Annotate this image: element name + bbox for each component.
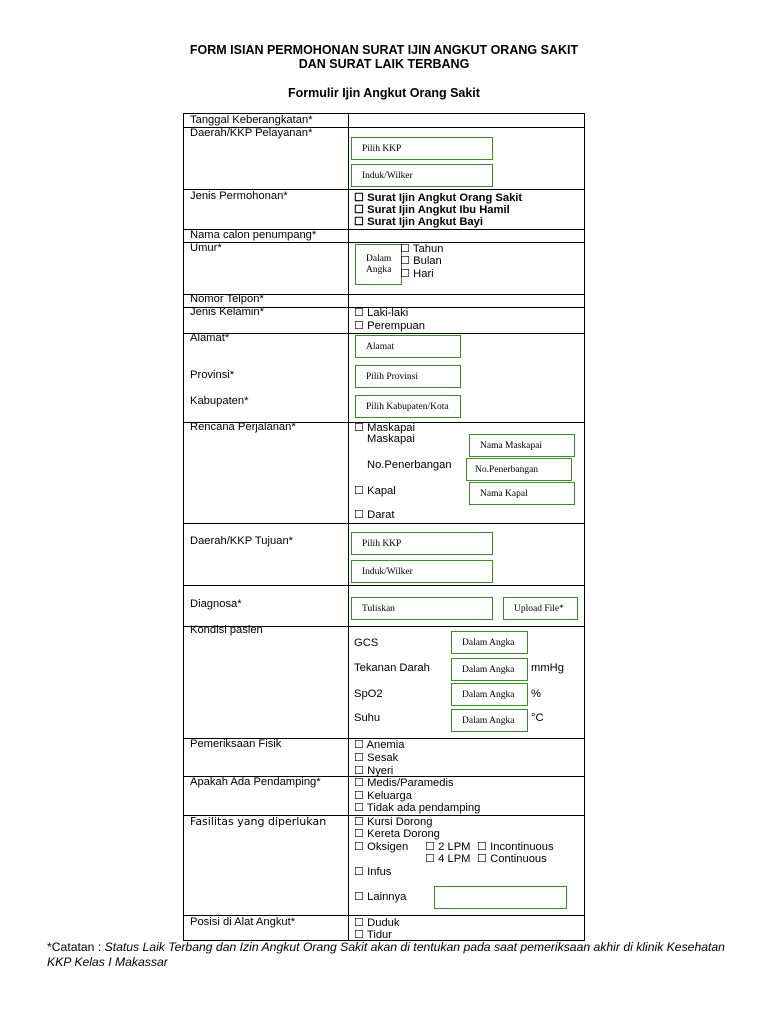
nama-maskapai-input[interactable]: Nama Maskapai — [469, 434, 575, 457]
checkbox-hari[interactable]: ☐ Hari — [400, 268, 434, 280]
label-maskapai: Maskapai — [367, 433, 415, 445]
unit-mmhg: mmHg — [531, 662, 564, 674]
row-divider — [184, 242, 584, 243]
umur-placeholder-line1: Dalam — [366, 253, 392, 264]
checkbox-kapal[interactable]: ☐ Kapal — [354, 485, 396, 497]
no-penerbangan-input[interactable]: No.Penerbangan — [466, 458, 572, 481]
checkbox-nyeri[interactable]: ☐ Nyeri — [354, 765, 394, 777]
label-provinsi: Provinsi* — [190, 369, 235, 381]
unit-percent: % — [531, 688, 541, 700]
footnote — [47, 940, 747, 970]
label-umur: Umur* — [190, 242, 222, 254]
label-tekanan-darah: Tekanan Darah — [354, 662, 430, 674]
diagnosa-input[interactable]: Tuliskan — [351, 597, 493, 620]
label-jenis-permohonan: Jenis Permohonan* — [190, 190, 288, 202]
label-nomor-telpon: Nomor Telpon* — [190, 293, 264, 305]
label-rencana: Rencana Perjalanan* — [190, 421, 296, 433]
checkbox-continuous[interactable]: ☐ Continuous — [477, 853, 547, 865]
pilih-kkp-select[interactable]: Pilih KKP — [351, 137, 493, 160]
label-diagnosa: Diagnosa* — [190, 598, 242, 610]
row-divider — [184, 585, 584, 586]
lainnya-input[interactable] — [434, 886, 567, 909]
label-jenis-kelamin: Jenis Kelamin* — [190, 306, 264, 318]
checkbox-anemia[interactable]: ☐ Anemia — [354, 739, 405, 751]
label-alamat: Alamat* — [190, 332, 230, 344]
umur-placeholder-line2: Angka — [366, 264, 392, 275]
checkbox-infus[interactable]: ☐ Infus — [354, 866, 392, 878]
checkbox-laki-laki[interactable]: ☐ Laki-laki — [354, 307, 409, 319]
alamat-input[interactable]: Alamat — [355, 335, 461, 358]
kabupaten-select[interactable]: Pilih Kabupaten/Kota — [355, 395, 461, 418]
checkbox-kursi-dorong[interactable]: ☐ Kursi Dorong — [354, 816, 433, 828]
label-no-penerbangan: No.Penerbangan — [367, 459, 452, 471]
footnote-prefix: *Catatan : — [47, 940, 105, 954]
checkbox-oksigen[interactable]: ☐ Oksigen — [354, 841, 409, 853]
unit-celsius: °C — [531, 712, 544, 724]
gcs-input[interactable]: Dalam Angka — [451, 631, 528, 654]
induk-wilker-select[interactable]: Induk/Wilker — [351, 164, 493, 187]
checkbox-medis[interactable]: ☐ Medis/Paramedis — [354, 777, 454, 789]
checkbox-tahun[interactable]: ☐ Tahun — [400, 243, 444, 255]
row-divider — [184, 333, 584, 334]
checkbox-bulan[interactable]: ☐ Bulan — [400, 255, 442, 267]
checkbox-ijin-ibu-hamil[interactable]: ☐ Surat Ijin Angkut Ibu Hamil — [354, 204, 510, 216]
checkbox-tidak-ada[interactable]: ☐ Tidak ada pendamping — [354, 802, 481, 814]
label-fasilitas: Fasilitas yang diperlukan — [190, 815, 327, 828]
umur-input[interactable] — [355, 244, 402, 285]
tekanan-darah-input[interactable]: Dalam Angka — [451, 658, 528, 681]
checkbox-maskapai[interactable]: ☐ Maskapai — [354, 422, 416, 434]
spo2-input[interactable]: Dalam Angka — [451, 683, 528, 706]
checkbox-incontinuous[interactable]: ☐ Incontinuous — [477, 841, 554, 853]
form-title-line2: DAN SURAT LAIK TERBANG — [298, 57, 470, 71]
suhu-input[interactable]: Dalam Angka — [451, 709, 528, 732]
footnote-text: Status Laik Terbang dan Izin Angkut Orang Sakit akan di tentukan pada saat pemeriksaan akhir di klinik Kesehatan KKP Kelas I Makassar — [47, 940, 725, 969]
checkbox-lainnya[interactable]: ☐ Lainnya — [354, 891, 407, 903]
checkbox-keluarga[interactable]: ☐ Keluarga — [354, 790, 412, 802]
label-pendamping: Apakah Ada Pendamping* — [190, 776, 321, 788]
checkbox-4-lpm[interactable]: ☐ 4 LPM — [425, 853, 471, 865]
checkbox-ijin-bayi[interactable]: ☐ Surat Ijin Angkut Bayi — [354, 216, 483, 228]
checkbox-tidur[interactable]: ☐ Tidur — [354, 929, 393, 941]
tujuan-kkp-select[interactable]: Pilih KKP — [351, 532, 493, 555]
label-suhu: Suhu — [354, 712, 381, 724]
nama-kapal-input[interactable]: Nama Kapal — [469, 482, 575, 505]
checkbox-ijin-orang-sakit[interactable]: ☐ Surat Ijin Angkut Orang Sakit — [354, 192, 523, 204]
form-title-line1: FORM ISIAN PERMOHONAN SURAT IJIN ANGKUT ORANG SAKIT — [189, 43, 579, 57]
checkbox-kereta-dorong[interactable]: ☐ Kereta Dorong — [354, 828, 440, 840]
column-divider — [348, 114, 349, 940]
label-daerah-tujuan: Daerah/KKP Tujuan* — [190, 535, 294, 547]
label-kondisi: Kondisi pasien — [190, 624, 263, 636]
label-pemeriksaan: Pemeriksaan Fisik — [190, 738, 282, 750]
checkbox-duduk[interactable]: ☐ Duduk — [354, 917, 400, 929]
label-posisi: Posisi di Alat Angkut* — [190, 916, 296, 928]
checkbox-2-lpm[interactable]: ☐ 2 LPM — [425, 841, 471, 853]
checkbox-perempuan[interactable]: ☐ Perempuan — [354, 320, 425, 332]
upload-file-button[interactable]: Upload File* — [503, 597, 578, 620]
checkbox-darat[interactable]: ☐ Darat — [354, 509, 395, 521]
provinsi-select[interactable]: Pilih Provinsi — [355, 365, 461, 388]
label-gcs: GCS — [354, 637, 379, 649]
label-spo2: SpO2 — [354, 688, 383, 700]
label-tanggal: Tanggal Keberangkatan* — [190, 114, 313, 126]
row-divider — [184, 523, 584, 524]
label-nama-calon: Nama calon penumpang* — [190, 229, 317, 241]
label-kabupaten: Kabupaten* — [190, 395, 249, 407]
tujuan-wilker-select[interactable]: Induk/Wilker — [351, 560, 493, 583]
label-daerah-kkp: Daerah/KKP Pelayanan* — [190, 127, 313, 139]
checkbox-sesak[interactable]: ☐ Sesak — [354, 752, 399, 764]
form-subtitle: Formulir Ijin Angkut Orang Sakit — [288, 86, 480, 100]
